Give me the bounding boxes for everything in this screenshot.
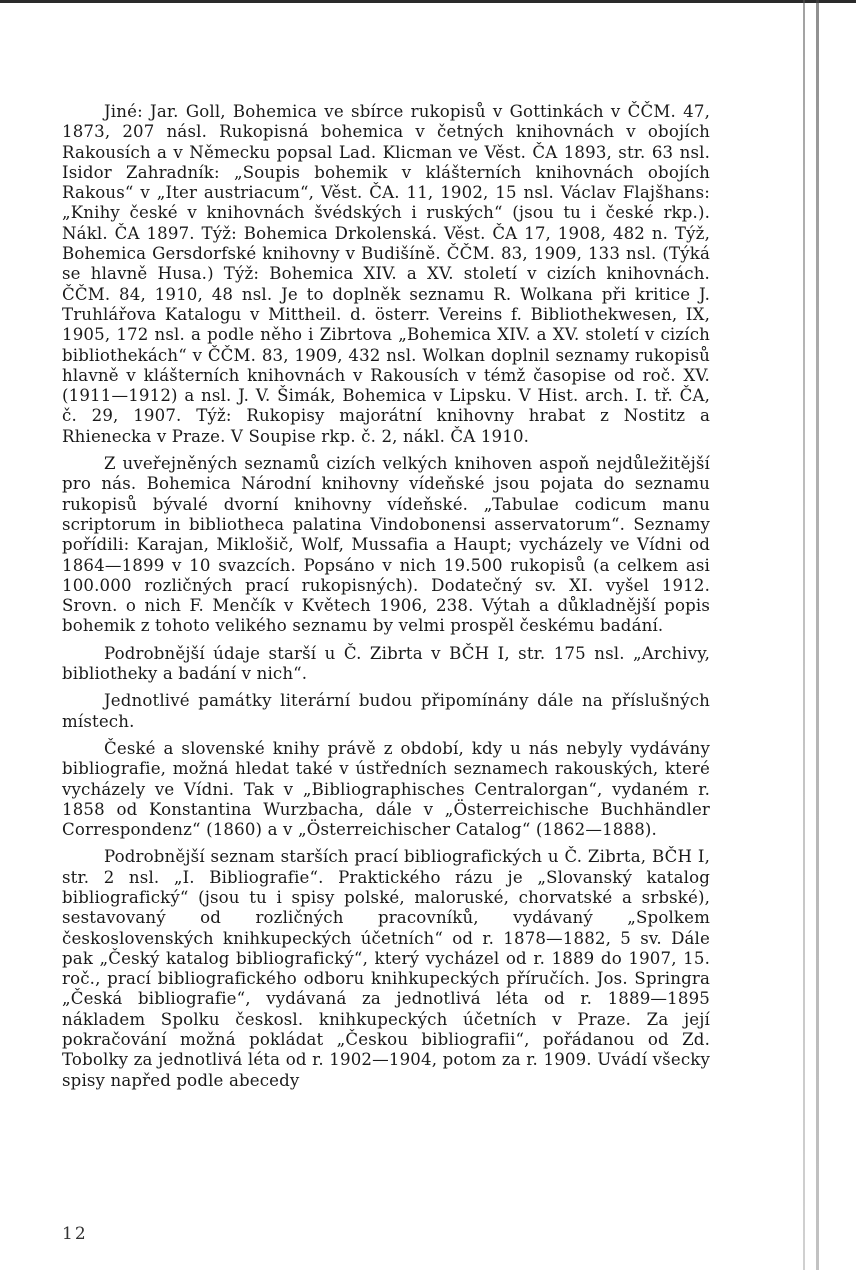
paragraph-bibliographic-works: Podrobnější seznam starších prací bibliografických u Č. Zibrta, BČH I, str. 2 nsl. „I. Bibliografie“. Praktického rázu je „Slovanský katalog bibliografický“ (jsou tu i spisy polské, maloruské, chorvatské a srbské), sestavovaný od rozličných pracovníků, vydávaný „Spolkem československých knihkupeckých účetních“ od r. 1878—1882, 5 sv. Dále pak „Český katalog bibliografický“, který vycházel od r. 1889 do 1907, 15. roč., prací bibliografického odboru knihkupeckých příručích. Jos. Springra „Česká bibliografie“, vydávaná za jednotlivá léta od r. 1889—1895 nákladem Spolku českosl. knihkupeckých účetních v Praze. Za její pokračování možná pokládat „Českou bibliografii“, pořádanou od Zd. Tobolky za jednotlivá léta od r. 1902—1904, potom za r. 1909. Uvádí všecky spisy napřed podle abecedy: [62, 847, 710, 1090]
scan-binding-edge: [803, 0, 805, 1270]
paragraph-sources: Jiné: Jar. Goll, Bohemica ve sbírce rukopisů v Gottinkách v ČČM. 47, 1873, 207 násl. Rukopisná bohemica v četných knihovnách v obojích Rakousích a v Německu popsal Lad. Klicman ve Věst. ČA 1893, str. 63 nsl. Isidor Zahradník: „Soupis bohemik v klášterních knihovnách obojích Rakous“ v „Iter austriacum“, Věst. ČA. 11, 1902, 15 nsl. Václav Flajšhans: „Knihy české v knihovnách švédských i ruských“ (jsou tu i české rkp.). Nákl. ČA 1897. Týž: Bohemica Drkolenská. Věst. ČA 17, 1908, 482 n. Týž, Bohemica Gersdorfské knihovny v Budišíně. ČČM. 83, 1909, 133 nsl. (Týká se hlavně Husa.) Týž: Bohemica XIV. a XV. století v cizích knihovnách. ČČM. 84, 1910, 48 nsl. Je to doplněk seznamu R. Wolkana při kritice J. Truhlářova Katalogu v Mittheil. d. österr. Vereins f. Bibliothekwesen, IX, 1905, 172 nsl. a podle něho i Zibrtova „Bohemica XIV. a XV. století v cizích bibliothekách“ v ČČM. 83, 1909, 432 nsl. Wolkan doplnil seznamy rukopisů hlavně v klášterních knihovnách v Rakousích v témž časopise od roč. XV. (1911—1912) a nsl. J. V. Šimák, Bohemica v Lipsku. V Hist. arch. I. tř. ČA, č. 29, 1907. Týž: Rukopisy majorátní knihovny hrabat z Nostitz a Rhienecka v Praze. V Soupise rkp. č. 2, nákl. ČA 1910.: [62, 102, 710, 446]
text-column: [62, 102, 710, 1091]
paragraph-zibrt-details: Podrobnější údaje starší u Č. Zibrta v BČH I, str. 175 nsl. „Archivy, bibliotheky a badání v nich“.: [62, 643, 710, 684]
paragraph-foreign-catalogs: Z uveřejněných seznamů cizích velkých knihoven aspoň nejdůležitější pro nás. Bohemica Národní knihovny vídeňské jsou pojata do seznamu rukopisů bývalé dvorní knihovny vídeňské. „Tabulae codicum manu scriptorum in bibliotheca palatina Vindobonensi asservatorum“. Seznamy pořídili: Karajan, Miklošič, Wolf, Mussafia a Haupt; vycházely ve Vídni od 1864—1899 v 10 svazcích. Popsáno v nich 19.500 rukopisů (a celkem asi 100.000 rozličných prací rukopisných). Dodatečný sv. XI. vyšel 1912. Srovn. o nich F. Menčík v Květech 1906, 238. Výtah a důkladnější popis bohemik z tohoto velikého seznamu by velmi prospěl českému badání.: [62, 454, 710, 636]
scan-top-edge: [0, 0, 856, 3]
paragraph-austrian-bibliographies: České a slovenské knihy právě z období, kdy u nás nebyly vydávány bibliografie, možná hledat také v ústředních seznamech rakouských, které vycházely ve Vídni. Tak v „Bibliographisches Centralorgan“, vydaném r. 1858 od Konstantina Wurzbacha, dále v „Österreichische Buchhändler Correspondenz“ (1860) a v „Österreichischer Catalog“ (1862—1888).: [62, 738, 710, 840]
scan-page-edge: [816, 0, 819, 1270]
paragraph-literary-monuments: Jednotlivé památky literární budou připomínány dále na příslušných místech.: [62, 691, 710, 731]
page-number: 12: [62, 1224, 88, 1244]
